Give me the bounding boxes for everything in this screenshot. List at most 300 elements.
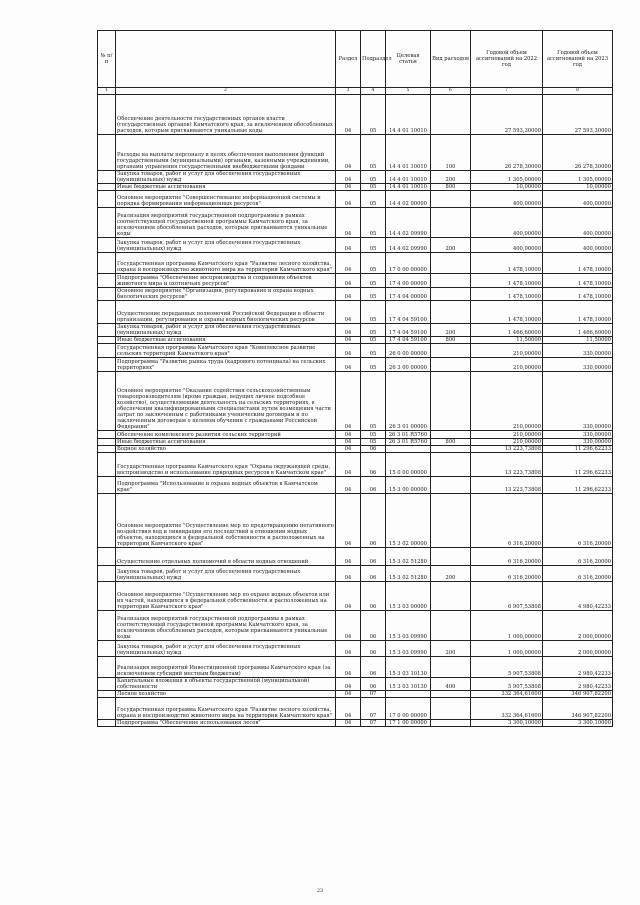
budget-table <box>97 30 613 727</box>
row-amount-2023: 330,00000 <box>543 358 613 372</box>
row-razdel: 04 <box>336 691 361 698</box>
row-name: Реализация мероприятий государственной подпрограммы в рамках соответствующей государственной программы Камчатского края, за исключением обособленных расходов, которым присваиваются уникальные коды <box>116 611 336 641</box>
row-amount-2022: 1 478,10000 <box>471 274 543 288</box>
row-amount-2022: 400,00000 <box>471 191 543 208</box>
row-expense-type <box>431 494 471 548</box>
row-amount-2023: 346 907,82200 <box>543 698 613 720</box>
row-expense-type <box>431 95 471 135</box>
column-number: 7 <box>471 88 543 95</box>
row-amount-2022: 210,00000 <box>471 358 543 372</box>
row-podrazdel: 05 <box>361 439 386 446</box>
row-target-article: 15 3 03 10130 <box>386 657 431 678</box>
header-podrazdel: Подраздел <box>361 31 386 88</box>
row-target-article: 14 4 02 09990 <box>386 238 431 253</box>
row-razdel: 04 <box>336 566 361 582</box>
row-podrazdel: 05 <box>361 253 386 274</box>
row-target-article: 26 3 00 00000 <box>386 358 431 372</box>
row-amount-2022: 27 593,30000 <box>471 95 543 135</box>
num-cell <box>98 582 116 611</box>
row-expense-type <box>431 288 471 301</box>
row-razdel: 04 <box>336 494 361 548</box>
row-amount-2023: 1 478,10000 <box>543 274 613 288</box>
row-name: Лесное хозяйство <box>116 691 336 698</box>
row-amount-2022: 210,00000 <box>471 439 543 446</box>
table-row <box>98 274 613 288</box>
row-target-article: 15 3 00 00000 <box>386 477 431 494</box>
row-target-article: 15 0 00 00000 <box>386 453 431 477</box>
num-cell <box>98 678 116 691</box>
row-amount-2023: 1 478,10000 <box>543 253 613 274</box>
row-expense-type <box>431 720 471 727</box>
row-razdel: 04 <box>336 720 361 727</box>
row-expense-type <box>431 253 471 274</box>
row-target-article: 14 4 01 10010 <box>386 184 431 191</box>
num-cell <box>98 208 116 238</box>
num-cell <box>98 191 116 208</box>
row-expense-type: 200 <box>431 324 471 337</box>
row-razdel: 04 <box>336 253 361 274</box>
row-name: Государственная программа Камчатского края "Комплексное развитие сельских территорий Камчатского края" <box>116 344 336 358</box>
table-row <box>98 301 613 324</box>
column-number: 1 <box>98 88 116 95</box>
header-year-2022: Годовой объем ассигнований на 2022 год <box>471 31 543 88</box>
row-name: Обеспечение деятельности государственных органов власти (государственных органов) Камчатского края, за исключением обособленных расходов, которым присваиваются уникальные коды <box>116 95 336 135</box>
row-expense-type <box>431 301 471 324</box>
row-amount-2022: 6 316,20000 <box>471 566 543 582</box>
row-podrazdel: 07 <box>361 691 386 698</box>
row-target-article: 14 4 01 10010 <box>386 171 431 184</box>
row-amount-2022: 1 466,60000 <box>471 324 543 337</box>
row-razdel: 04 <box>336 431 361 439</box>
row-amount-2023: 3 300,10000 <box>543 720 613 727</box>
row-podrazdel: 05 <box>361 358 386 372</box>
row-amount-2023: 330,00000 <box>543 344 613 358</box>
header-name <box>116 31 336 88</box>
row-podrazdel: 06 <box>361 657 386 678</box>
row-name: Расходы на выплаты персоналу в целях обеспечения выполнения функций государственными (муниципальными) органами, казенными учреждениями, органами управления государственными внебюджетными фондами <box>116 135 336 171</box>
row-amount-2023: 330,00000 <box>543 372 613 431</box>
row-target-article: 17 4 04 59100 <box>386 301 431 324</box>
row-expense-type: 100 <box>431 135 471 171</box>
row-podrazdel: 06 <box>361 446 386 453</box>
row-amount-2023: 330,00000 <box>543 431 613 439</box>
row-podrazdel: 06 <box>361 566 386 582</box>
num-cell <box>98 135 116 171</box>
row-amount-2023: 6 316,20000 <box>543 494 613 548</box>
row-target-article: 17 0 00 00000 <box>386 253 431 274</box>
row-amount-2023: 400,00000 <box>543 238 613 253</box>
row-podrazdel: 06 <box>361 611 386 641</box>
row-expense-type <box>431 358 471 372</box>
row-podrazdel: 05 <box>361 301 386 324</box>
row-amount-2022: 1 478,10000 <box>471 288 543 301</box>
row-target-article <box>386 691 431 698</box>
row-target-article: 15 3 03 09990 <box>386 611 431 641</box>
row-target-article: 15 3 02 00000 <box>386 494 431 548</box>
row-podrazdel: 06 <box>361 477 386 494</box>
row-amount-2022: 5 907,53808 <box>471 678 543 691</box>
row-target-article: 26 3 01 R5760 <box>386 431 431 439</box>
row-razdel: 04 <box>336 477 361 494</box>
row-name: Капитальные вложения в объекты государственной (муниципальной) собственности <box>116 678 336 691</box>
row-podrazdel: 05 <box>361 372 386 431</box>
num-cell <box>98 238 116 253</box>
row-podrazdel: 05 <box>361 171 386 184</box>
row-name: Государственная программа Камчатского края "Охрана окружающей среды, воспроизводство и использование природных ресурсов в Камчатском крае" <box>116 453 336 477</box>
column-number: 3 <box>336 88 361 95</box>
row-amount-2022: 13 223,73808 <box>471 477 543 494</box>
row-expense-type <box>431 657 471 678</box>
row-amount-2022: 400,00000 <box>471 208 543 238</box>
row-amount-2022: 1 000,00000 <box>471 611 543 641</box>
row-podrazdel: 05 <box>361 238 386 253</box>
row-amount-2023: 2 980,42233 <box>543 678 613 691</box>
table-row <box>98 477 613 494</box>
row-amount-2023: 27 593,30000 <box>543 95 613 135</box>
num-cell <box>98 171 116 184</box>
row-expense-type <box>431 446 471 453</box>
row-name: Осуществление отдельных полномочий в области водных отношений <box>116 548 336 566</box>
row-amount-2023: 400,00000 <box>543 208 613 238</box>
row-name: Основное мероприятие "Осуществление мер по предотвращению негативного воздействия вод и ликвидации его последствий в отношении водных объектов, находящихся в федеральной собственности и расположенных на территории Камчатского края" <box>116 494 336 548</box>
header-target-article: Целевая статья <box>386 31 431 88</box>
table-body <box>98 88 613 727</box>
row-razdel: 04 <box>336 301 361 324</box>
table-row <box>98 582 613 611</box>
row-amount-2023: 11,50000 <box>543 337 613 344</box>
row-expense-type <box>431 698 471 720</box>
row-amount-2023: 346 907,82200 <box>543 691 613 698</box>
row-target-article: 14 4 02 09990 <box>386 208 431 238</box>
column-number: 6 <box>431 88 471 95</box>
num-cell <box>98 95 116 135</box>
row-amount-2023: 330,00000 <box>543 439 613 446</box>
table-row <box>98 678 613 691</box>
row-podrazdel: 06 <box>361 641 386 657</box>
row-razdel: 04 <box>336 238 361 253</box>
table-row <box>98 95 613 135</box>
table-row <box>98 720 613 727</box>
page-number: 23 <box>316 888 324 894</box>
row-expense-type <box>431 274 471 288</box>
column-number-row <box>98 88 613 95</box>
row-razdel: 04 <box>336 184 361 191</box>
table-row <box>98 208 613 238</box>
row-name: Иные бюджетные ассигнования <box>116 439 336 446</box>
table-row <box>98 611 613 641</box>
num-cell <box>98 691 116 698</box>
row-expense-type <box>431 582 471 611</box>
row-amount-2022: 13 223,73808 <box>471 446 543 453</box>
row-razdel: 04 <box>336 446 361 453</box>
row-expense-type <box>431 431 471 439</box>
row-amount-2023: 2 000,00000 <box>543 641 613 657</box>
num-cell <box>98 477 116 494</box>
row-name: Основное мероприятие "Совершенствование информационной системы и порядка формирования информационных ресурсов" <box>116 191 336 208</box>
table-row <box>98 253 613 274</box>
row-amount-2023: 400,00000 <box>543 191 613 208</box>
row-expense-type: 200 <box>431 171 471 184</box>
num-cell <box>98 253 116 274</box>
row-razdel: 04 <box>336 274 361 288</box>
row-podrazdel: 05 <box>361 344 386 358</box>
num-cell <box>98 548 116 566</box>
row-amount-2023: 26 278,30000 <box>543 135 613 171</box>
row-target-article: 26 0 00 00000 <box>386 344 431 358</box>
row-name: Основное мероприятие "Организация, регулирование и охрана водных биологических ресурсов" <box>116 288 336 301</box>
row-amount-2022: 6 316,20000 <box>471 548 543 566</box>
row-target-article: 15 3 03 09990 <box>386 641 431 657</box>
row-expense-type: 200 <box>431 566 471 582</box>
num-cell <box>98 184 116 191</box>
row-podrazdel: 06 <box>361 494 386 548</box>
row-razdel: 04 <box>336 582 361 611</box>
row-podrazdel: 05 <box>361 288 386 301</box>
row-amount-2023: 1 305,00000 <box>543 171 613 184</box>
row-expense-type: 800 <box>431 184 471 191</box>
row-podrazdel: 05 <box>361 274 386 288</box>
row-razdel: 04 <box>336 171 361 184</box>
table-row <box>98 439 613 446</box>
row-razdel: 04 <box>336 288 361 301</box>
row-target-article: 14 4 01 10010 <box>386 95 431 135</box>
table-row <box>98 238 613 253</box>
row-name: Закупка товаров, работ и услуг для обеспечения государственных (муниципальных) нужд <box>116 324 336 337</box>
row-target-article: 17 4 00 00000 <box>386 274 431 288</box>
row-name: Закупка товаров, работ и услуг для обеспечения государственных (муниципальных) нужд <box>116 171 336 184</box>
row-podrazdel: 06 <box>361 548 386 566</box>
table-row <box>98 337 613 344</box>
table-row <box>98 698 613 720</box>
row-name: Государственная программа Камчатского края "Развитие лесного хозяйства, охрана и воспроизводство животного мира на территории Камчатского края" <box>116 698 336 720</box>
row-amount-2023: 2 000,00000 <box>543 611 613 641</box>
row-amount-2022: 1 000,00000 <box>471 641 543 657</box>
row-amount-2023: 11 296,62233 <box>543 446 613 453</box>
row-target-article: 17 4 04 59100 <box>386 337 431 344</box>
column-number: 2 <box>116 88 336 95</box>
num-cell <box>98 372 116 431</box>
row-amount-2022: 6 316,20000 <box>471 494 543 548</box>
table-row <box>98 548 613 566</box>
row-expense-type: 400 <box>431 678 471 691</box>
row-razdel: 04 <box>336 439 361 446</box>
row-target-article: 15 3 02 51280 <box>386 566 431 582</box>
row-amount-2023: 6 316,20000 <box>543 566 613 582</box>
num-cell <box>98 611 116 641</box>
row-razdel: 04 <box>336 191 361 208</box>
column-number: 8 <box>543 88 613 95</box>
row-razdel: 04 <box>336 453 361 477</box>
table-row <box>98 324 613 337</box>
row-podrazdel: 05 <box>361 337 386 344</box>
row-amount-2022: 210,00000 <box>471 372 543 431</box>
row-razdel: 04 <box>336 678 361 691</box>
row-podrazdel: 05 <box>361 324 386 337</box>
num-cell <box>98 344 116 358</box>
header-year-2023: Годовой объем ассигнований на 2023 год <box>543 31 613 88</box>
row-expense-type <box>431 611 471 641</box>
num-cell <box>98 641 116 657</box>
row-podrazdel: 05 <box>361 95 386 135</box>
num-cell <box>98 358 116 372</box>
num-cell <box>98 288 116 301</box>
row-amount-2022: 210,00000 <box>471 431 543 439</box>
row-name: Иные бюджетные ассигнования <box>116 184 336 191</box>
row-target-article: 26 3 01 R5760 <box>386 439 431 446</box>
table-row <box>98 657 613 678</box>
row-amount-2023: 1 466,60000 <box>543 324 613 337</box>
row-amount-2023: 2 980,42233 <box>543 657 613 678</box>
row-expense-type: 200 <box>431 238 471 253</box>
row-podrazdel: 05 <box>361 135 386 171</box>
table-row <box>98 691 613 698</box>
row-razdel: 04 <box>336 548 361 566</box>
row-name: Осуществление переданных полномочий Российской Федерации в области организации, регулирования и охраны водных биологических ресурсов <box>116 301 336 324</box>
table-row <box>98 171 613 184</box>
row-podrazdel: 05 <box>361 184 386 191</box>
row-podrazdel: 06 <box>361 453 386 477</box>
row-amount-2022: 5 907,53808 <box>471 657 543 678</box>
table-row <box>98 494 613 548</box>
table-row <box>98 358 613 372</box>
table-row <box>98 566 613 582</box>
table-row <box>98 191 613 208</box>
row-target-article: 26 3 01 00000 <box>386 372 431 431</box>
num-cell <box>98 446 116 453</box>
row-amount-2022: 10,00000 <box>471 184 543 191</box>
row-target-article <box>386 446 431 453</box>
row-amount-2023: 6 316,20000 <box>543 548 613 566</box>
row-amount-2022: 6 907,53808 <box>471 582 543 611</box>
row-amount-2022: 210,00000 <box>471 344 543 358</box>
row-target-article: 14 4 01 10010 <box>386 135 431 171</box>
num-cell <box>98 566 116 582</box>
row-name: Закупка товаров, работ и услуг для обеспечения государственных (муниципальных) нужд <box>116 238 336 253</box>
row-podrazdel: 06 <box>361 678 386 691</box>
row-expense-type: 200 <box>431 641 471 657</box>
row-name: Закупка товаров, работ и услуг для обеспечения государственных (муниципальных) нужд <box>116 641 336 657</box>
row-name: Основное мероприятие "Осуществление мер по охране водных объектов или их частей, находящихся в федеральной собственности и расположенных на территории Камчатского края" <box>116 582 336 611</box>
num-cell <box>98 494 116 548</box>
row-target-article: 17 1 00 00000 <box>386 720 431 727</box>
row-amount-2022: 11,50000 <box>471 337 543 344</box>
row-expense-type <box>431 548 471 566</box>
row-expense-type <box>431 208 471 238</box>
row-razdel: 04 <box>336 344 361 358</box>
row-target-article: 15 3 03 10130 <box>386 678 431 691</box>
row-expense-type <box>431 191 471 208</box>
row-target-article: 14 4 02 00000 <box>386 191 431 208</box>
row-target-article: 15 3 03 00000 <box>386 582 431 611</box>
row-razdel: 04 <box>336 372 361 431</box>
row-razdel: 04 <box>336 657 361 678</box>
table-row <box>98 288 613 301</box>
row-expense-type: 800 <box>431 439 471 446</box>
row-podrazdel: 06 <box>361 582 386 611</box>
num-cell <box>98 698 116 720</box>
row-target-article: 17 0 00 00000 <box>386 698 431 720</box>
row-name: Иные бюджетные ассигнования <box>116 337 336 344</box>
table-row <box>98 453 613 477</box>
row-podrazdel: 07 <box>361 720 386 727</box>
row-razdel: 04 <box>336 324 361 337</box>
row-amount-2022: 332 364,61600 <box>471 698 543 720</box>
row-expense-type <box>431 691 471 698</box>
row-razdel: 04 <box>336 95 361 135</box>
row-name: Основное мероприятие "Оказание содействия сельскохозяйственным товаропроизводителям (кроме граждан, ведущих личное подсобное хозяйство), осуществляющим деятельность на сельских территориях, в обеспечении квалифицированными специалистами путем возмещения части затрат по заключенным с работниками ученическим договорам и по заключенным договорам о целевом обучении с гражданами Российской Федерации" <box>116 372 336 431</box>
row-amount-2022: 1 305,00000 <box>471 171 543 184</box>
column-number: 4 <box>361 88 386 95</box>
table-row <box>98 135 613 171</box>
row-razdel: 04 <box>336 641 361 657</box>
row-razdel: 04 <box>336 135 361 171</box>
row-amount-2022: 3 300,10000 <box>471 720 543 727</box>
num-cell <box>98 657 116 678</box>
num-cell <box>98 274 116 288</box>
table-row <box>98 446 613 453</box>
row-name: Подпрограмма "Использование и охрана водных объектов в Камчатском крае" <box>116 477 336 494</box>
row-amount-2023: 10,00000 <box>543 184 613 191</box>
num-cell <box>98 720 116 727</box>
row-amount-2022: 1 478,10000 <box>471 301 543 324</box>
row-name: Обеспечение комплексного развития сельских территорий <box>116 431 336 439</box>
row-razdel: 04 <box>336 337 361 344</box>
row-name: Государственная программа Камчатского края "Развитие лесного хозяйства, охрана и воспроизводство животного мира на территории Камчатского края" <box>116 253 336 274</box>
num-cell <box>98 431 116 439</box>
table-row <box>98 431 613 439</box>
row-amount-2023: 1 478,10000 <box>543 288 613 301</box>
num-cell <box>98 453 116 477</box>
row-expense-type <box>431 477 471 494</box>
table-row <box>98 184 613 191</box>
row-expense-type <box>431 344 471 358</box>
header-razdel: Раздел <box>336 31 361 88</box>
row-podrazdel: 05 <box>361 431 386 439</box>
header-num: № п/п <box>98 31 116 88</box>
table-row <box>98 344 613 358</box>
row-podrazdel: 07 <box>361 698 386 720</box>
row-razdel: 04 <box>336 208 361 238</box>
row-name: Подпрограмма "Обеспечение использования лесов" <box>116 720 336 727</box>
row-name: Закупка товаров, работ и услуг для обеспечения государственных (муниципальных) нужд <box>116 566 336 582</box>
num-cell <box>98 301 116 324</box>
table-header-row <box>98 31 613 88</box>
row-amount-2023: 11 296,62233 <box>543 453 613 477</box>
row-target-article: 17 4 04 59100 <box>386 324 431 337</box>
column-number: 5 <box>386 88 431 95</box>
row-name: Подпрограмма "Обеспечение воспроизводства и сохранения объектов животного мира и охотничьих ресурсов" <box>116 274 336 288</box>
table-row <box>98 372 613 431</box>
row-amount-2022: 332 364,61600 <box>471 691 543 698</box>
row-podrazdel: 05 <box>361 208 386 238</box>
num-cell <box>98 337 116 344</box>
row-name: Реализация мероприятий государственной подпрограммы в рамках соответствующей государственной программы Камчатского края, за исключением обособленных расходов, которым присваиваются уникальные коды <box>116 208 336 238</box>
row-expense-type <box>431 453 471 477</box>
row-name: Водное хозяйство <box>116 446 336 453</box>
row-amount-2022: 400,00000 <box>471 238 543 253</box>
header-expense-type: Вид расходов <box>431 31 471 88</box>
row-expense-type: 800 <box>431 337 471 344</box>
row-expense-type <box>431 372 471 431</box>
row-amount-2022: 13 223,73808 <box>471 453 543 477</box>
row-razdel: 04 <box>336 698 361 720</box>
table-row <box>98 641 613 657</box>
row-amount-2023: 1 478,10000 <box>543 301 613 324</box>
row-razdel: 04 <box>336 358 361 372</box>
row-amount-2022: 26 278,30000 <box>471 135 543 171</box>
row-target-article: 17 4 04 00000 <box>386 288 431 301</box>
row-name: Реализация мероприятий Инвестиционной программы Камчатского края (за исключением субсидий местным бюджетам) <box>116 657 336 678</box>
